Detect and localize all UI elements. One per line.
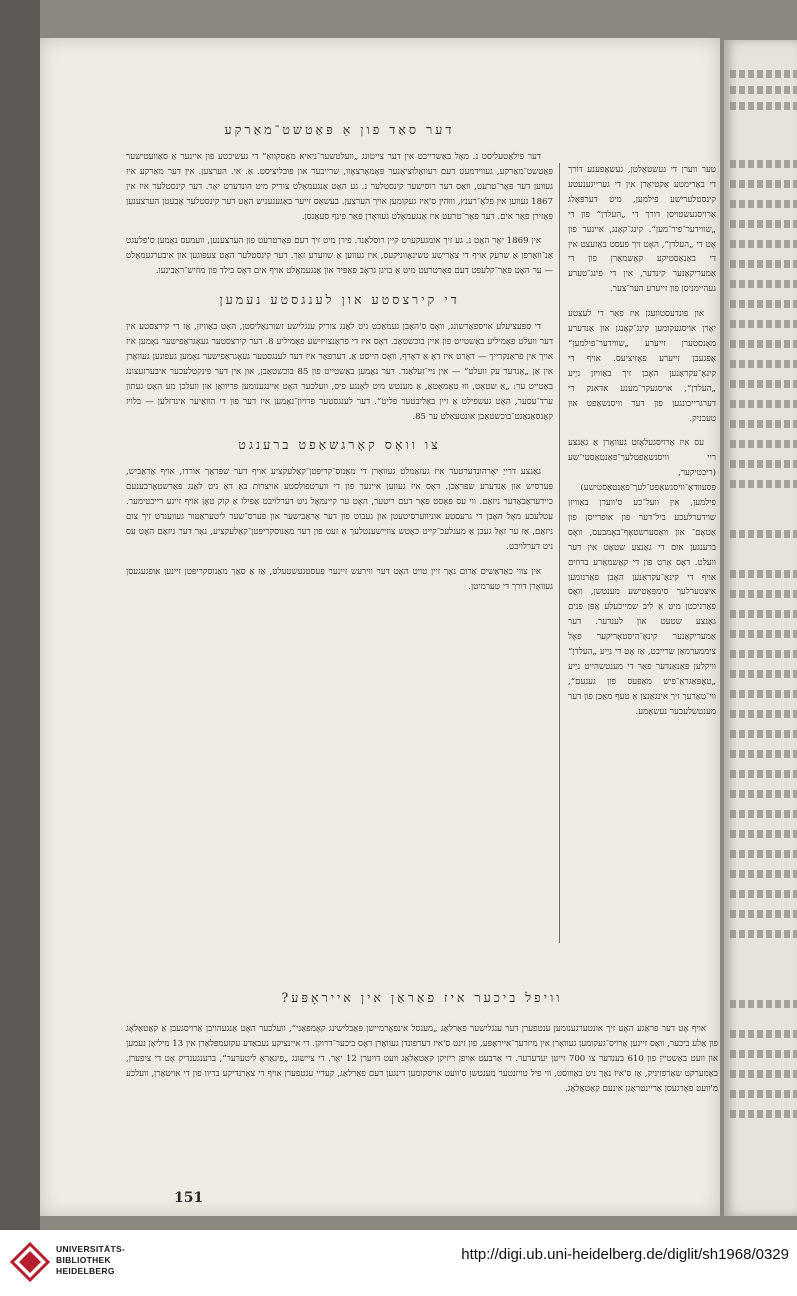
main-heading: דער סאַד פון אַ פּאַטשט־מאַרקע — [224, 122, 455, 137]
paragraph: אין צווי כאַדאַשים אַרום נאָך זיין טויט האָט דער ווירעש זיינער פּעסטגעשטעלט, אַז אַ סאַך מאַנוסקריפּטן זיינען אופגעגעסן געוואָרן דורך די טערמיטן. — [126, 566, 553, 592]
section-heading-names: די קירצסטע און לענגסטע נעמען — [219, 292, 460, 308]
paragraph: אין 1869 יאָר האָט נ. גע זיך אומגעקערט קיין רוסלאַנד. פירן מיט זיך דעם פּאָרטרעט פון הערצענען, וועמעס נאָמען ס'פלעגט אַנ־וואַרפן אַ שרעק אויף די צאַרישע טשינאָווניקעס, איז געווען אַ שווערע זאַך. דער קינסטלער האָט צעפּוגען און איבערגעמאָלט — ער האָט פּאַר־קלעפּט דעם פּאָרטרעט מיט אַ בויגן גראָב פּאַפּיר און אַנגעמאָלט אויף אים דאָס בילד פון מוזיש־ראַבינעו. — [126, 236, 553, 277]
column-divider — [559, 163, 560, 943]
bottom-section — [126, 991, 718, 1106]
facing-page-edge — [724, 40, 797, 1216]
section-heading-stinginess: צו וואָס קאָרגשאַפט ברענגט — [238, 437, 441, 453]
university-library-logo-icon[interactable] — [10, 1242, 50, 1282]
book-edge — [0, 0, 40, 1230]
library-name-line: BIBLIOTHEK — [56, 1255, 111, 1265]
paragraph: די ספּעציעלע אויספאָרשונג, וואָס ס'האָבן געמאַכט ניט לאַנג צוריק ענגלישע זשורנאַליסטן, האָט באַוויזן, אַז די קירצסטע אין דער וועלט פאַמיליע באַשטייט פון איין בוכשטאַב. דאָס איז די פראַנצויזישע פאַמיליע 8. דער קירצסטער געאָגראַפישער נאָמען איז אויך אין פראַנקרייך — דאָרט איז דאָ אַ דאָרף, וואָס הייסט אַ. דערפאַר איז דער לענגסטער געאָגראַפישער נאָמען געפונען געוואָרן אין אַן „אַנדער עק וועלט“ — אין ניי־זעלאַנד. דער נאָמען באַשטייט פון 85 בוכשטאַבן, און אין דער פּינקטלעכער איבערזעצונג באַטייט ער: „אַ שטאָט, וווּ טאַמאַטאַ, אַ מענטש מיט לאַנגע פיס, וועלכער האָט איינגענומען פּריוואַן און וועלכן מע האָט געתון ערד־עסער, האָט געשפילט אַ זיין באַליבטער פליט“. דער לענגסטער פּרויון־נאָמען איז דער פון די הוואַיער אינדזלען — בלויז קאָנסאָנאַנט־בוכשטאַבן אונטעאַלט ער 85. — [126, 322, 553, 422]
paragraph: גאַנצע דרייַ יאָרהונדערטער איז געזאַמלט געוואָרן די מאַנוס־קריפּטן־קאַלעקציע אויף דער שפּראַך אורדו, אויף אַראַביש, פּערסיש און אַנדערע שפּראַכן. דאָס איז געווען איינער פון די ווערטפולסטע אויצרות באַ דאָ ניט לאַנג פאַרשטאָרבענעם כיידעראַבאַדער ניזאַם. ווי עס פּאַסט פאַר דעם ריטער, האָט ער קיינמאָל ניט דערלויבט אַפילו אַ קוק טאָן אויף זיינע רייכטימער. עטלעכע מאָל האָבן די גרעסטע אוניווערסיטעטן און געבוט פון דער אַראַבישער און פערס־שער ליטעראַטור געווענדט זיך צום ניזאַם, אַז ער זאָל געבן אַ מעגלעכ־קייט כאָטש צוזיישענטלעך אַ זעט פון דער מאַנוסקריפּטן־קאַלעקציע, נאָר דער ניזאַם האָט עס ניט דערלויבט. — [126, 467, 553, 552]
paragraph: עס איז אַרויסגעלאָזט געוואָרן אַ גאַנצע ריי וויסנשאַפטלעך־פאַנטאַסטי־שע (ריכטיקער, פּסעוודאָ־וויסנשאַפט־לעך־פאַנטאַסטישע) פילמען, אין וועל־כע ס'ווערן באַוויזן שוידערלעכע ביל־דער פון אופרייסן פון אַטאָם־ און וואַסערשטאָף־באָמבעס, וואָס ברענגען אום די גאַנצע שטאָט אין דער וועלט. דאָס אָרט פון די קאָשמאַרע ברוזים אויף די קינאָ־עקראַנען האָבן פאַרנומען איצטערלעך סימפּאַטישע מענטשן, וואָס פאַרניכטן מיט אַ ליב שמייכעלע אַפּן פּנים גאַנצע שטעט און לענדער. דער אַמעריקאַנער קינאָ־היסטאָריקער פּאָל ציממערמאַן שרייבט, אַז אָט די ניַיע „העלדן“ וויקלען פּאַנאַנדער פאַר די מענטשהייט ניַיע „טאָפּאַגראַ־פיש מאַפּעס פון גענעם“, ווי־טאַרעך זיך אינגאַנצן אַ טעף מאַכן פון דער מענטשלעכער נעשאָמע. — [568, 438, 716, 717]
library-name-line: UNIVERSITÄTS- — [56, 1244, 126, 1254]
viewer-footer — [0, 1230, 797, 1296]
page-number: 151 — [174, 1190, 204, 1206]
permalink-url[interactable]: http://digi.ub.uni-heidelberg.de/diglit/sh1968/0329 — [461, 1246, 789, 1263]
side-column — [568, 163, 716, 730]
paragraph: אויף אָט דער פראַגע האָט זיך אונטערגענומען ענטפערן דער ענגלישער פאַרלאַג „מענסל אינפאָרמיישן פּאַבלישינג קאָמפּאַני“, וועלכער האָט אַנגעהויבן אַרויסגעבן אַ קאַטאַלאָג פון אַלע ביכער, וואָס זיינען אַרויס־געקומען געוואָרן אין מיזרעך־אייראָפּע, פון זינט ס'איז דערפונדן געוואָרן דאָס ביכער־דרוקן. די איינציקע נעבאַדע עקזעמפּלאַרן אין 13 מיליאָן נעמען און וועט באַשטיין פון 610 בענדער צו 700 זייטן יעדערער. די אַרבעט אויפן ריזיקן קאַטאַלאָג וועט דויערן 12 יאָר. די ציישונג „פיגאַראָ ליטערער“, ברענגענדיק אָט די ציפערן, באַמערקט שאַרפזיניק, אַז ס'איז נאָך ניט באַוווסט, ווי פיל טויזנטער מענטשן ס'וועט אויסקומען דינגען דעם פאַרלאַג, קעדיי ענטפערן אויף די צאָרנדיקע בריוו פון די אויטאָרן, וועלכע מ'וועט פאַרגעסן אַריינטראָגן אינעם קאַטאַלאָג. — [126, 1023, 719, 1094]
main-column — [126, 123, 553, 605]
library-name-line: HEIDELBERG — [56, 1266, 115, 1276]
paragraph: טער ווערן די געשטאַלטן, געשאַפענע דורך די באַרימטע אַקטיאָרן אין די גערייגענעטע קינסטלערישע פילמען, מיט דערפּאָלג אַרויסגעשטויסן דורך די „העלדן“ פון די „שווידער־פיר־מען“. קינג־קאָנג, איינער פון אָט די „העלדן“, האָט זיך פּעסט באַזעצט אין די באַנאַסטיקע קאָשמאַרן פון די אַמעריקאַנער קינדער, אין די פינג־טערע געהיימניסן פון זייערע הער־צער. — [568, 165, 716, 295]
paragraph: און פונדעסטוועגן איז פאַר די לעצטע יאָרן אויסגעקומען קינג־קאָנגן און אַנדערע מאָנסטערן זייערע „שווידער־פילמען“ אָפּגעבן זייערע פּאָזיציעס. אויף די קינאָ־עקראַנען האָבן זיך באַוויזן ניַיע „העלדן“, אויסגעקר־מענע אדאנק די דערגרייכונגען פון דער וויסנשאַפט און טעכניק. — [568, 309, 716, 424]
book-page — [40, 38, 720, 1216]
library-name[interactable] — [56, 1244, 125, 1277]
paragraph: דער פילאַטעליסט נ. מאָל באַשרייבט אין דער צייטונג „וועלטשער־ניאיא מאַסקוואַ“ די געשיכטע פון איינער אַ סאַוועטישער פּאַטשט־מאַרקע, געווידמעט דעם רעוואָלוציאָנער פּאָמאָרצאָוו, שרייבער און פּובליציסט. אַ. אי. הערצען. אין דער מאַרקע איז געווען דער פּאָר־טרעט, וואָס דער רוסישער קינסטלער נ. גע האָט אַנגעמאָלט צוריק מיט הונדערט יאָר. דער קינסטלער איז אין 1867 געווען אין פלאָ־רענץ, וווּהין ס'איז געקומען אויך הערצען. בעשאַס זייער באַגעגעניש האָט דער קינסטלער אַבעטן הערצענען פּאָזירן פאַר אים. דער פּאָר־טרעט איז אַנגעמאָלט געוואָרן פאַר פינף סעאַנסן. — [126, 151, 553, 222]
section-heading-books: וויפל ביכער איז פאַראַן אין אייראָפּע? — [281, 990, 563, 1005]
